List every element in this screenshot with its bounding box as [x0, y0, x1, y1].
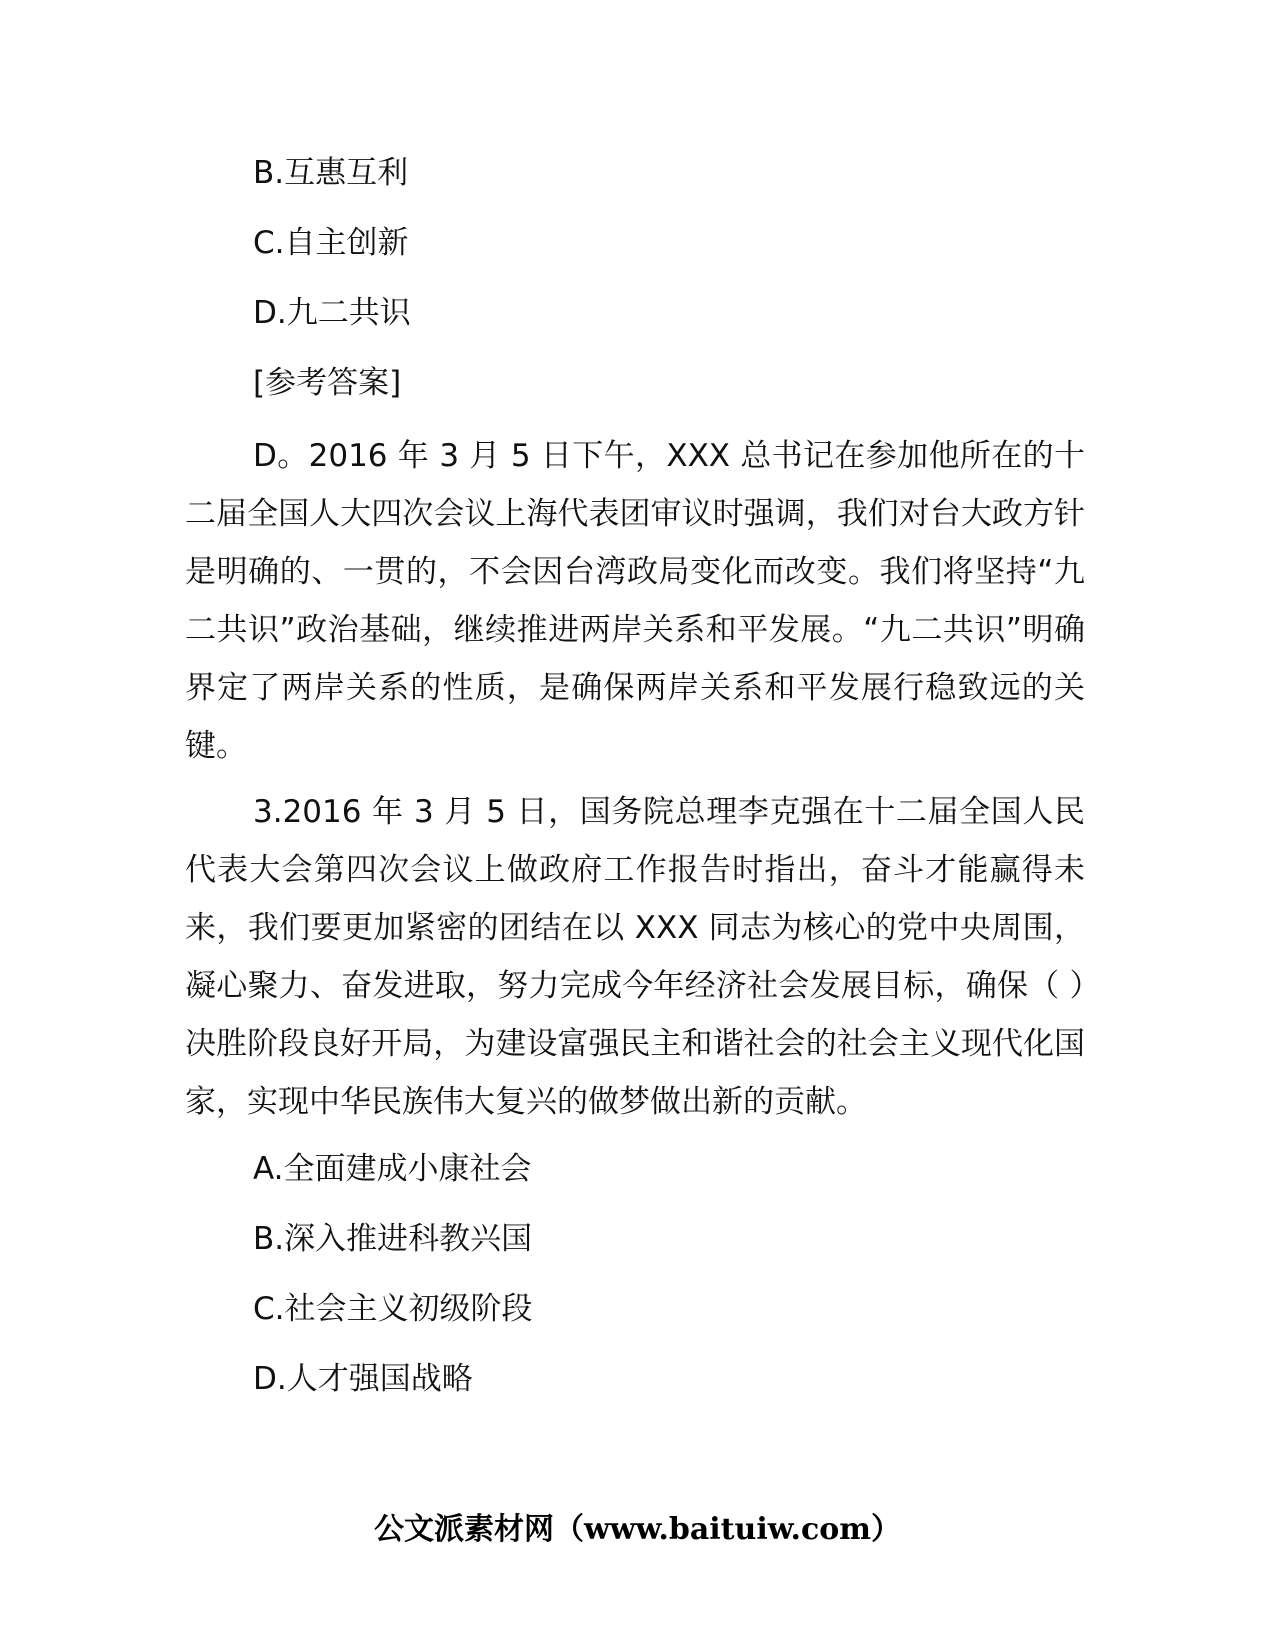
option-d-top: D.九二共识 [253, 295, 411, 331]
option-b-top: B.互惠互利 [253, 155, 409, 191]
footer-source: 公文派素材网（www.baituiw.com） [373, 1512, 902, 1547]
option-c-top: C.自主创新 [253, 225, 409, 261]
option-d-bottom: D.人才强国战略 [253, 1361, 473, 1397]
option-a-bottom: A.全面建成小康社会 [253, 1151, 532, 1187]
option-c-bottom: C.社会主义初级阶段 [253, 1291, 533, 1327]
answer-paragraph: D。2016 年 3 月 5 日下午，XXX 总书记在参加他所在的十二届全国人大四次会议上海代表团审议时强调，我们对台大政方针是明确的、一贯的，不会因台湾政局变化而改变。我们将坚持“九二共识”政治基础，继续推进两岸关系和平发展。“九二共识”明确界定了两岸关系的性质，是确保两岸关系和平发展行稳致远的关键。 [185, 438, 1085, 764]
option-b-bottom: B.深入推进科教兴国 [253, 1221, 533, 1257]
answer-heading: [参考答案] [253, 365, 402, 401]
document-body [185, 153, 1085, 1429]
question-paragraph: 3.2016 年 3 月 5 日，国务院总理李克强在十二届全国人民代表大会第四次会议上做政府工作报告时指出，奋斗才能赢得未来，我们要更加紧密的团结在以 XXX 同志为核心的党中央周围，凝心聚力、奋发进取，努力完成今年经济社会发展目标，确保（ ）决胜阶段良好开局，为建设富强民主和谐社会的社会主义现代化国家，实现中华民族伟大复兴的做梦做出新的贡献。 [185, 794, 1085, 1120]
